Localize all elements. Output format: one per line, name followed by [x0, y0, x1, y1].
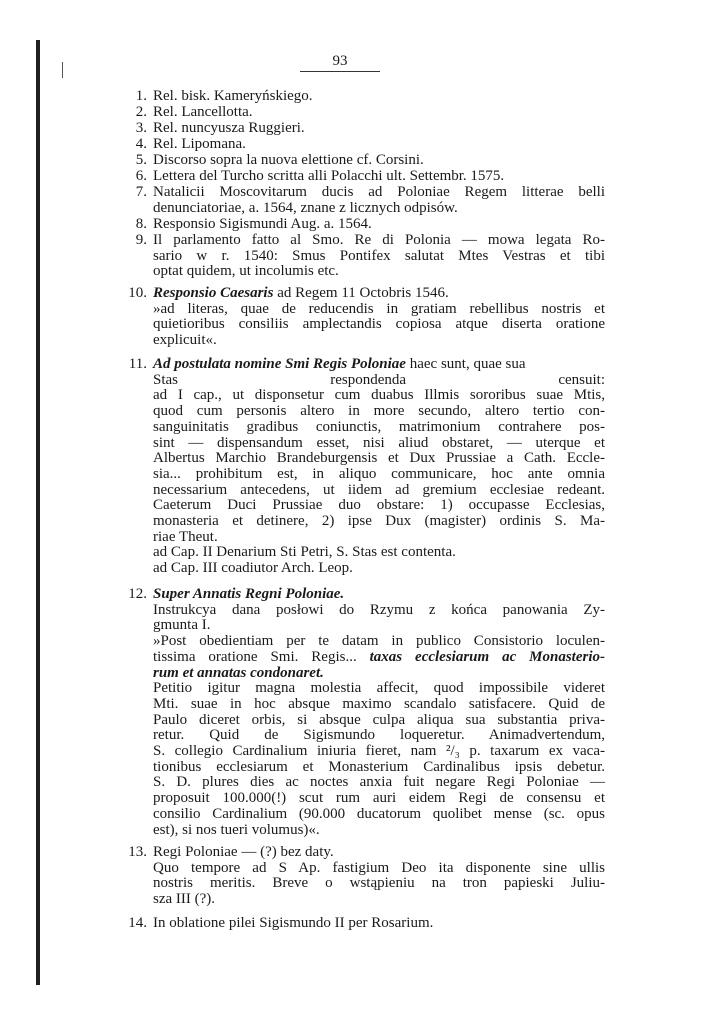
entry-title: Responsio Caesaris: [153, 285, 274, 301]
text-line: optat quidem, ut incolumis etc.: [153, 263, 339, 280]
text-line: rum et annatas condonaret.: [153, 664, 324, 681]
text-line: Paulo diceret orbis, si absque culpa aliqua sua substantia priva-: [153, 711, 605, 728]
text-line: Discorso sopra la nuova elettione cf. Corsini.: [153, 152, 424, 168]
entry-number: 7.: [135, 184, 147, 200]
text-line: Petitio igitur magna molestia affecit, quod impossibile videret: [153, 680, 605, 697]
entry-text: [153, 357, 605, 577]
text-line: »ad literas, quae de reducendis in gratiam rebellibus nostris et: [153, 300, 605, 317]
entry-number: 14.: [128, 915, 147, 931]
entry-text: [153, 217, 605, 233]
text-line: »Post obedientiam per te datam in publico Consistorio loculen-: [153, 633, 605, 650]
text-line: Lettera del Turcho scritta alli Polacchi ult. Settembr. 1575.: [153, 168, 505, 184]
text-line: Regi Poloniae — (?) bez daty.: [153, 844, 334, 860]
text-line: explicuit«.: [153, 332, 217, 349]
text-line: gmunta I.: [153, 617, 211, 634]
text-line: necessarium antecedens, ut iidem ad gremium ecclesiae redeant.: [153, 481, 605, 498]
entry-text: [153, 916, 605, 932]
text-line: Rel. Lancellotta.: [153, 104, 253, 120]
entry-title: Ad postulata nomine Smi Regis Poloniae: [153, 356, 406, 372]
text-line: tissima oratione Smi. Regis... taxas ecclesiarum ac Monasterio-: [153, 648, 605, 665]
text-line: Mti. suae in hoc absque maximo scandalo satisfacere. Quid de: [153, 695, 605, 712]
text-line: monasteria et detinere, 2) ipse Dux (magister) ordinis S. Ma-: [153, 513, 605, 530]
text-line: Rel. Lipomana.: [153, 136, 246, 152]
text-line: ad Cap. III coadiutor Arch. Leop.: [153, 560, 353, 577]
text-line: proposuit 100.000(!) scut rum auri eidem Regi de consensu et: [153, 790, 605, 807]
text-line: sia... prohibitum est, in aliquo communicare, hoc ante omnia: [153, 465, 605, 482]
text-line: S. collegio Cardinalium iniuria fieret, nam ²/₃ p. taxarum ex vaca-: [153, 743, 605, 760]
text-line: quod cum personis altero in more secundo, altero tertio con-: [153, 403, 605, 420]
text-line: Rel. bisk. Kameryńskiego.: [153, 88, 313, 104]
text-line: consilio Cardinalium (90.000 ducatorum quolibet mense (sc. opus: [153, 805, 605, 822]
text-line: sario w r. 1540: Smus Pontifex salutat Mtes Vestras et tibi: [153, 247, 605, 264]
entry-title-rest: haec sunt, quae sua: [405, 356, 526, 372]
entry-text: [153, 121, 605, 137]
entry-heading: [153, 587, 605, 603]
entry-number: 13.: [128, 844, 147, 860]
text-line: quietioribus consiliis amplectandis copiosa atque diserta oratione: [153, 316, 605, 333]
text-line: est), si nos tueri volumus)«.: [153, 821, 320, 838]
entry-text: [153, 153, 605, 169]
entry-number: 4.: [135, 136, 147, 152]
entry-heading: [153, 286, 605, 302]
text-line: Stas respondenda censuit:: [153, 371, 605, 388]
entry-text: [153, 233, 605, 280]
text-line: tionibus ecclesiarum et Monasterium Cardinalibus ipsis debetur.: [153, 758, 605, 775]
text-line: nostris meritis. Breve o wstąpieniu na tron papieski Juliu-: [153, 875, 605, 892]
text-line: Natalicii Moscovitarum ducis ad Poloniae Regem litterae belli: [153, 184, 605, 200]
entry-number: 10.: [128, 285, 147, 301]
entry-text: [153, 185, 605, 216]
entry-title-rest: ad Regem 11 Octobris 1546.: [273, 285, 449, 301]
text-line: Caeterum Duci Prussiae duo obstare: 1) occupasse Ecclesias,: [153, 497, 605, 514]
entry-text: [153, 105, 605, 121]
text-line: Rel. nuncyusza Ruggieri.: [153, 120, 305, 136]
text-line: riae Theut.: [153, 528, 218, 545]
text-line: Instrukcya dana posłowi do Rzymu z końca panowania Zy-: [153, 601, 605, 618]
entry-number: 8.: [135, 216, 147, 232]
entry-heading: [153, 357, 605, 373]
text-line: Responsio Sigismundi Aug. a. 1564.: [153, 216, 372, 232]
entry-number: 6.: [135, 168, 147, 184]
text-line: ad I cap., ut disponsetur cum duabus Illmis sororibus suae Mtis,: [153, 387, 605, 404]
entry-text: [153, 286, 605, 349]
entry-number: 11.: [128, 356, 147, 372]
text-line: Quo tempore ad S Ap. fastigium Deo ita disponente sine ullis: [153, 859, 605, 876]
page-number: 93: [300, 53, 380, 72]
text-line: retur. Quid de Sigismundo loqueretur. Animadvertendum,: [153, 727, 605, 744]
entry-number: 3.: [135, 120, 147, 136]
entry-number: 9.: [135, 232, 147, 248]
text-line: S. D. plures dies ac noctes anxia fuit negare Regi Poloniae —: [153, 774, 605, 791]
binding-edge: [36, 40, 40, 985]
text-line: In oblatione pilei Sigismundo II per Rosarium.: [153, 915, 434, 931]
entry-text: [153, 169, 605, 185]
entry-text: [153, 587, 605, 838]
text-line: sanguinitatis gradibus coniunctis, matrimonium contrahere pos-: [153, 418, 605, 435]
entry-text: [153, 845, 605, 908]
entry-number: 12.: [128, 586, 147, 602]
text-line: denunciatoriae, a. 1564, znane z licznych odpisów.: [153, 199, 458, 216]
text-line: sint — dispensandum esset, nisi aliud obstaret, — uterque et: [153, 434, 605, 451]
text-line: sza III (?).: [153, 891, 216, 908]
entry-number: 1.: [135, 88, 147, 104]
entry-title: Super Annatis Regni Poloniae.: [153, 586, 345, 602]
entry-text: [153, 89, 605, 105]
text-line: Albertus Marchio Brandeburgensis et Dux Prussiae a Cath. Eccle-: [153, 450, 605, 467]
entry-number: 2.: [135, 104, 147, 120]
text-line: ad Cap. II Denarium Sti Petri, S. Stas est contenta.: [153, 544, 456, 561]
entry-number: 5.: [135, 152, 147, 168]
entry-text: [153, 137, 605, 153]
margin-mark: [62, 62, 63, 78]
text-line: Il parlamento fatto al Smo. Re di Polonia — mowa legata Ro-: [153, 232, 605, 248]
